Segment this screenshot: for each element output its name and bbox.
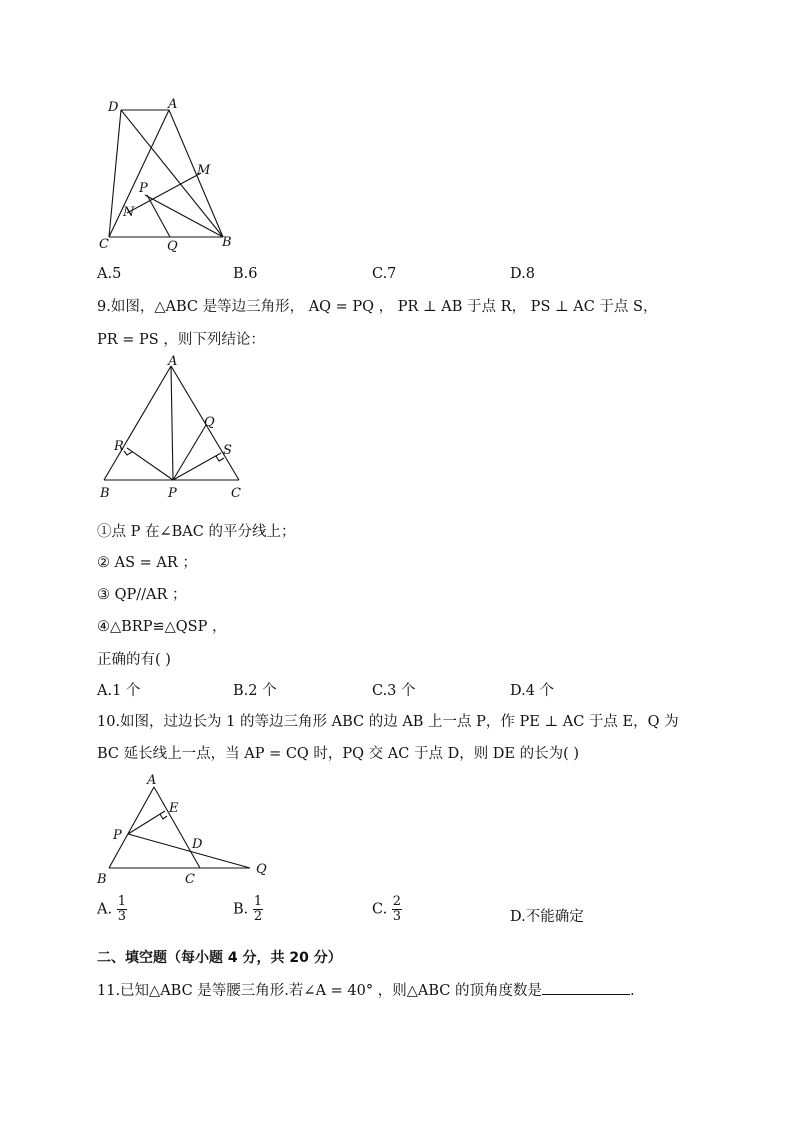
q9-option-d[interactable]: D.4 个 xyxy=(510,683,555,699)
q10-option-c-fraction xyxy=(392,895,402,924)
label-S: S xyxy=(223,443,232,458)
label-D: D xyxy=(108,100,119,115)
label-R: R xyxy=(114,439,124,454)
q10-option-c[interactable] xyxy=(372,895,402,924)
label-N: N xyxy=(123,205,135,220)
q9-statement-1: ①点 P 在∠BAC 的平分线上； xyxy=(97,524,296,540)
label-A: A xyxy=(168,97,178,112)
label-B: B xyxy=(222,235,232,250)
label-C: C xyxy=(99,237,109,252)
label-C: C xyxy=(185,872,195,887)
q9-statement-2: ② AS = AR ； xyxy=(97,555,197,571)
label-P: P xyxy=(168,486,177,501)
denominator: 3 xyxy=(117,909,126,924)
section-title: 二、填空题（每小题 4 分，共 20 分） xyxy=(97,950,342,966)
numerator: 1 xyxy=(117,894,126,909)
label-B: B xyxy=(100,486,110,501)
q9-stem-line2: PR = PS ，则下列结论： xyxy=(97,332,265,348)
q8-option-b[interactable]: B.6 xyxy=(233,266,258,282)
label-Q: Q xyxy=(167,239,178,254)
label-A: A xyxy=(147,773,157,788)
q9-option-b[interactable]: B.2 个 xyxy=(233,683,277,699)
label-E: E xyxy=(169,801,179,816)
q11-text: 11.已知△ABC 是等腰三角形.若∠A = 40° ，则△ABC 的顶角度数是 xyxy=(97,983,542,999)
q10-stem-line2: BC 延长线上一点，当 AP = CQ 时，PQ 交 AC 于点 D，则 DE 的长为( ) xyxy=(97,746,580,762)
denominator: 2 xyxy=(253,909,263,924)
q8-option-c[interactable]: C.7 xyxy=(372,266,397,282)
figure-q10 xyxy=(90,768,280,890)
label-M: M xyxy=(197,163,211,178)
q10-option-b-fraction xyxy=(253,895,263,924)
numerator: 2 xyxy=(392,894,402,909)
label-P: P xyxy=(113,828,122,843)
label-A: A xyxy=(168,354,178,369)
q10-option-b-prefix: B. xyxy=(233,901,249,918)
numerator: 1 xyxy=(253,894,263,909)
label-B: B xyxy=(97,872,107,887)
denominator: 3 xyxy=(392,909,402,924)
q10-option-d[interactable]: D.不能确定 xyxy=(510,909,584,925)
q11-end: . xyxy=(629,983,635,999)
label-D: D xyxy=(192,837,203,852)
q11-line xyxy=(97,979,635,1000)
q9-option-c[interactable]: C.3 个 xyxy=(372,683,416,699)
q9-stem-line1: 9.如图，△ABC 是等边三角形， AQ = PQ ， PR ⊥ AB 于点 R， PS ⊥ AC 于点 S， xyxy=(97,299,658,315)
label-Q: Q xyxy=(256,862,267,877)
q9-prompt: 正确的有( ) xyxy=(97,652,171,668)
figure-q8 xyxy=(95,95,245,255)
q10-option-a-fraction xyxy=(117,895,127,924)
figure-q9 xyxy=(95,352,255,507)
q9-option-a[interactable]: A.1 个 xyxy=(97,683,141,699)
q10-option-c-prefix: C. xyxy=(372,901,388,918)
q9-statement-4: ④△BRP≌△QSP ， xyxy=(97,619,227,635)
q10-option-b[interactable] xyxy=(233,895,263,924)
q8-option-a[interactable]: A.5 xyxy=(97,266,122,282)
q10-option-a-prefix: A. xyxy=(97,901,113,918)
q10-stem-line1: 10.如图，过边长为 1 的等边三角形 ABC 的边 AB 上一点 P，作 PE ⊥ AC 于点 E，Q 为 xyxy=(97,714,679,730)
label-P: P xyxy=(139,181,148,196)
label-Q: Q xyxy=(204,415,215,430)
q11-answer-blank[interactable] xyxy=(542,980,630,995)
q9-statement-3: ③ QP//AR ； xyxy=(97,587,187,603)
q8-option-d[interactable]: D.8 xyxy=(510,266,535,282)
label-C: C xyxy=(231,486,241,501)
q10-option-a[interactable] xyxy=(97,895,127,924)
